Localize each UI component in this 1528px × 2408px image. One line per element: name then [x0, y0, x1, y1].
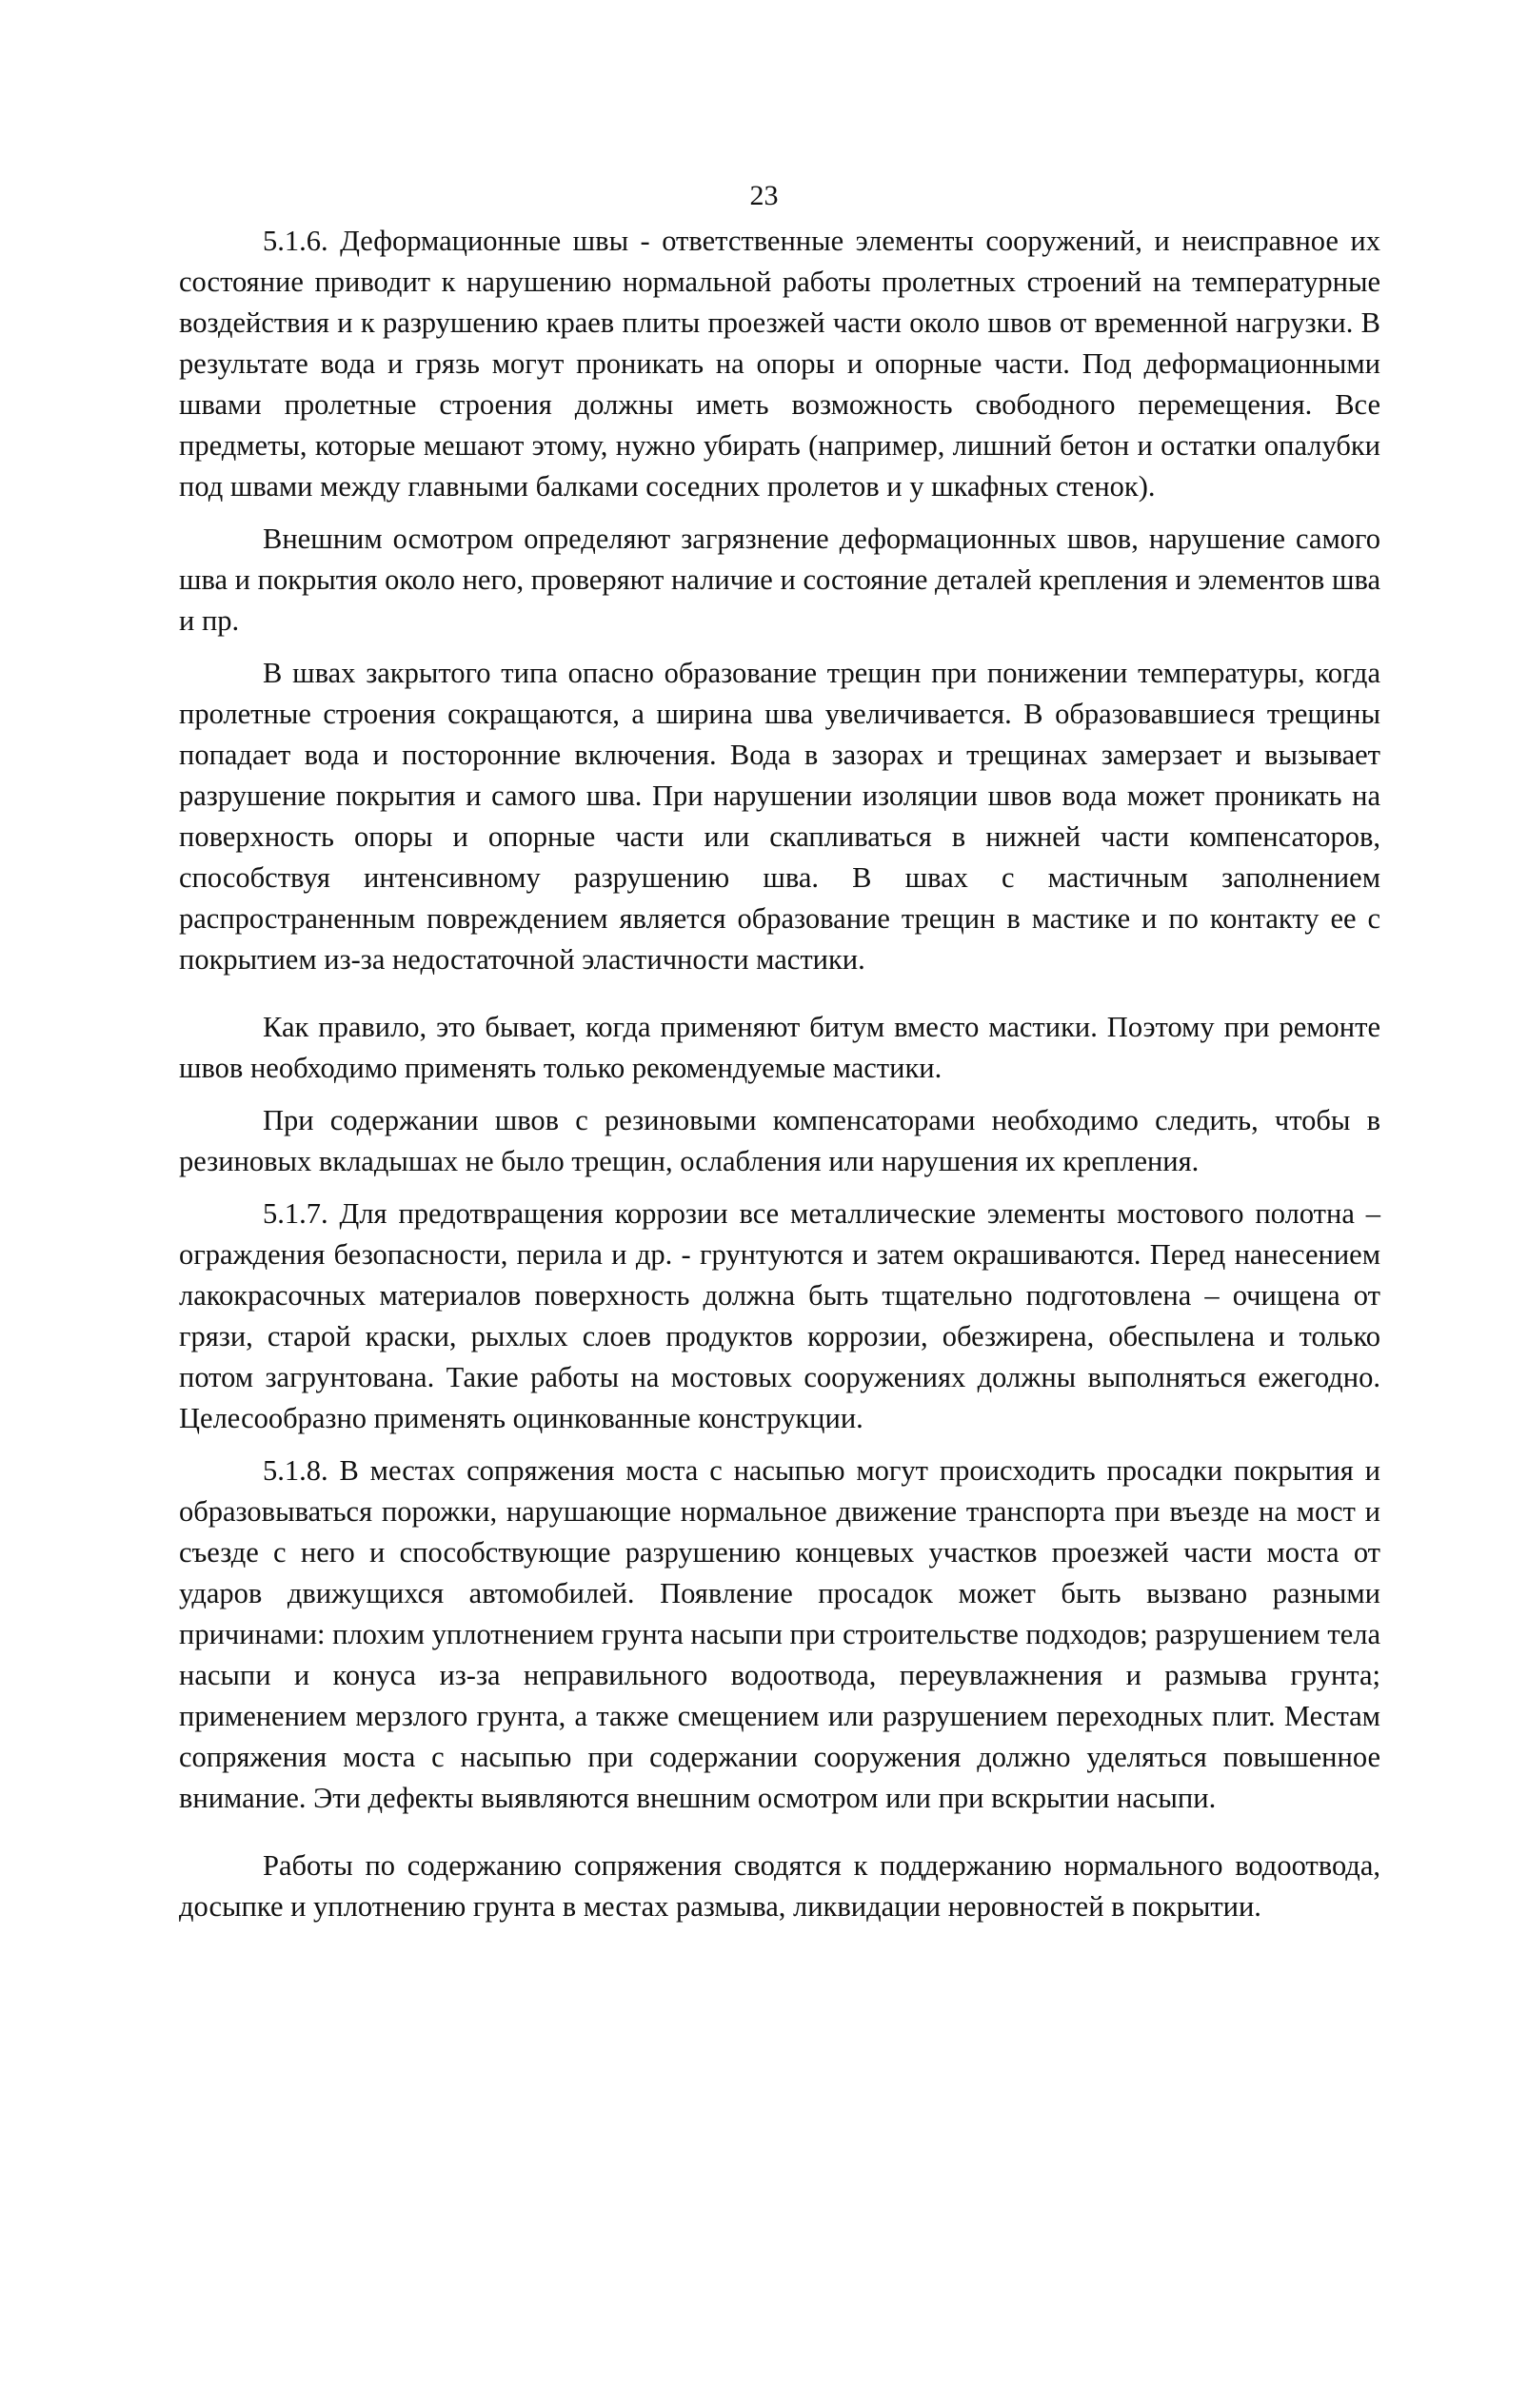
paragraph-5-1-8: 5.1.8. В местах сопряжения моста с насыпью могут происходить просадки покрытия и образовываться порожки, нарушающие нормальное движение транспорта при въезде на мост и съезде с него и способствующие разрушению концевых участков проезжей части моста от ударов движущихся автомобилей. Появление просадок может быть вызвано разными причинами: плохим уплотнением грунта насыпи при строительстве подходов; разрушением тела насыпи и конуса из-за неправильного водоотвода, переувлажнения и размыва грунта; применением мерзлого грунта, а также смещением или разрушением переходных плит. Местам сопряжения моста с насыпью при содержании сооружения должно уделяться повышенное внимание. Эти дефекты выявляются внешним осмотром или при вскрытии насыпи. [179, 1454, 1381, 1814]
paragraph-external-inspection: Внешним осмотром определяют загрязнение деформационных швов, нарушение самого шва и покрытия около него, проверяют наличие и состояние деталей крепления и элементов шва и пр. [179, 523, 1380, 637]
paragraph-5-1-7: 5.1.7. Для предотвращения коррозии все металлические элементы мостового полотна – ограждения безопасности, перила и др. - грунтуются и затем окрашиваются. Перед нанесением лакокрасочных материалов поверхность должна быть тщательно подготовлена – очищена от грязи, старой краски, рыхлых слоев продуктов коррозии, обезжирена, обеспылена и только потом загрунтована. Такие работы на мостовых сооружениях должны выполняться ежегодно. Целесообразно применять оцинкованные конструкции. [179, 1197, 1380, 1434]
paragraph-maintenance-works: Работы по содержанию сопряжения сводятся к поддержанию нормального водоотвода, досыпке и уплотнению грунта в местах размыва, ликвидации неровностей в покрытии. [179, 1849, 1380, 1923]
paragraph-bitumen-note: Как правило, это бывает, когда применяют битум вместо мастики. Поэтому при ремонте швов необходимо применять только рекомендуемые мастики. [179, 1011, 1380, 1084]
paragraph-rubber-compensators: При содержании швов с резиновыми компенсаторами необходимо следить, чтобы в резиновых вкладышах не было трещин, ослабления или нарушения их крепления. [179, 1104, 1380, 1177]
document-body [179, 221, 1380, 1927]
page-number: 23 [749, 180, 779, 211]
paragraph-closed-joints: В швах закрытого типа опасно образование трещин при понижении температуры, когда пролетные строения сокращаются, а ширина шва увеличивается. В образовавшиеся трещины попадает вода и посторонние включения. Вода в зазорах и трещинах замерзает и вызывает разрушение покрытия и самого шва. При нарушении изоляции швов вода может проникать на поверхность опоры и опорные части или скапливаться в нижней части компенсаторов, способствуя интенсивному разрушению шва. В швах с мастичным заполнением распространенным повреждением является образование трещин в мастике и по контакту ее с покрытием из-за недостаточной эластичности мастики. [179, 657, 1380, 976]
paragraph-5-1-6: 5.1.6. Деформационные швы - ответственные элементы сооружений, и неисправное их состояние приводит к нарушению нормальной работы пролетных строений на температурные воздействия и к разрушению краев плиты проезжей части около швов от временной нагрузки. В результате вода и грязь могут проникать на опоры и опорные части. Под деформационными швами пролетные строения должны иметь возможность свободного перемещения. Все предметы, которые мешают этому, нужно убирать (например, лишний бетон и остатки опалубки под швами между главными балками соседних пролетов и у шкафных стенок). [179, 225, 1380, 503]
